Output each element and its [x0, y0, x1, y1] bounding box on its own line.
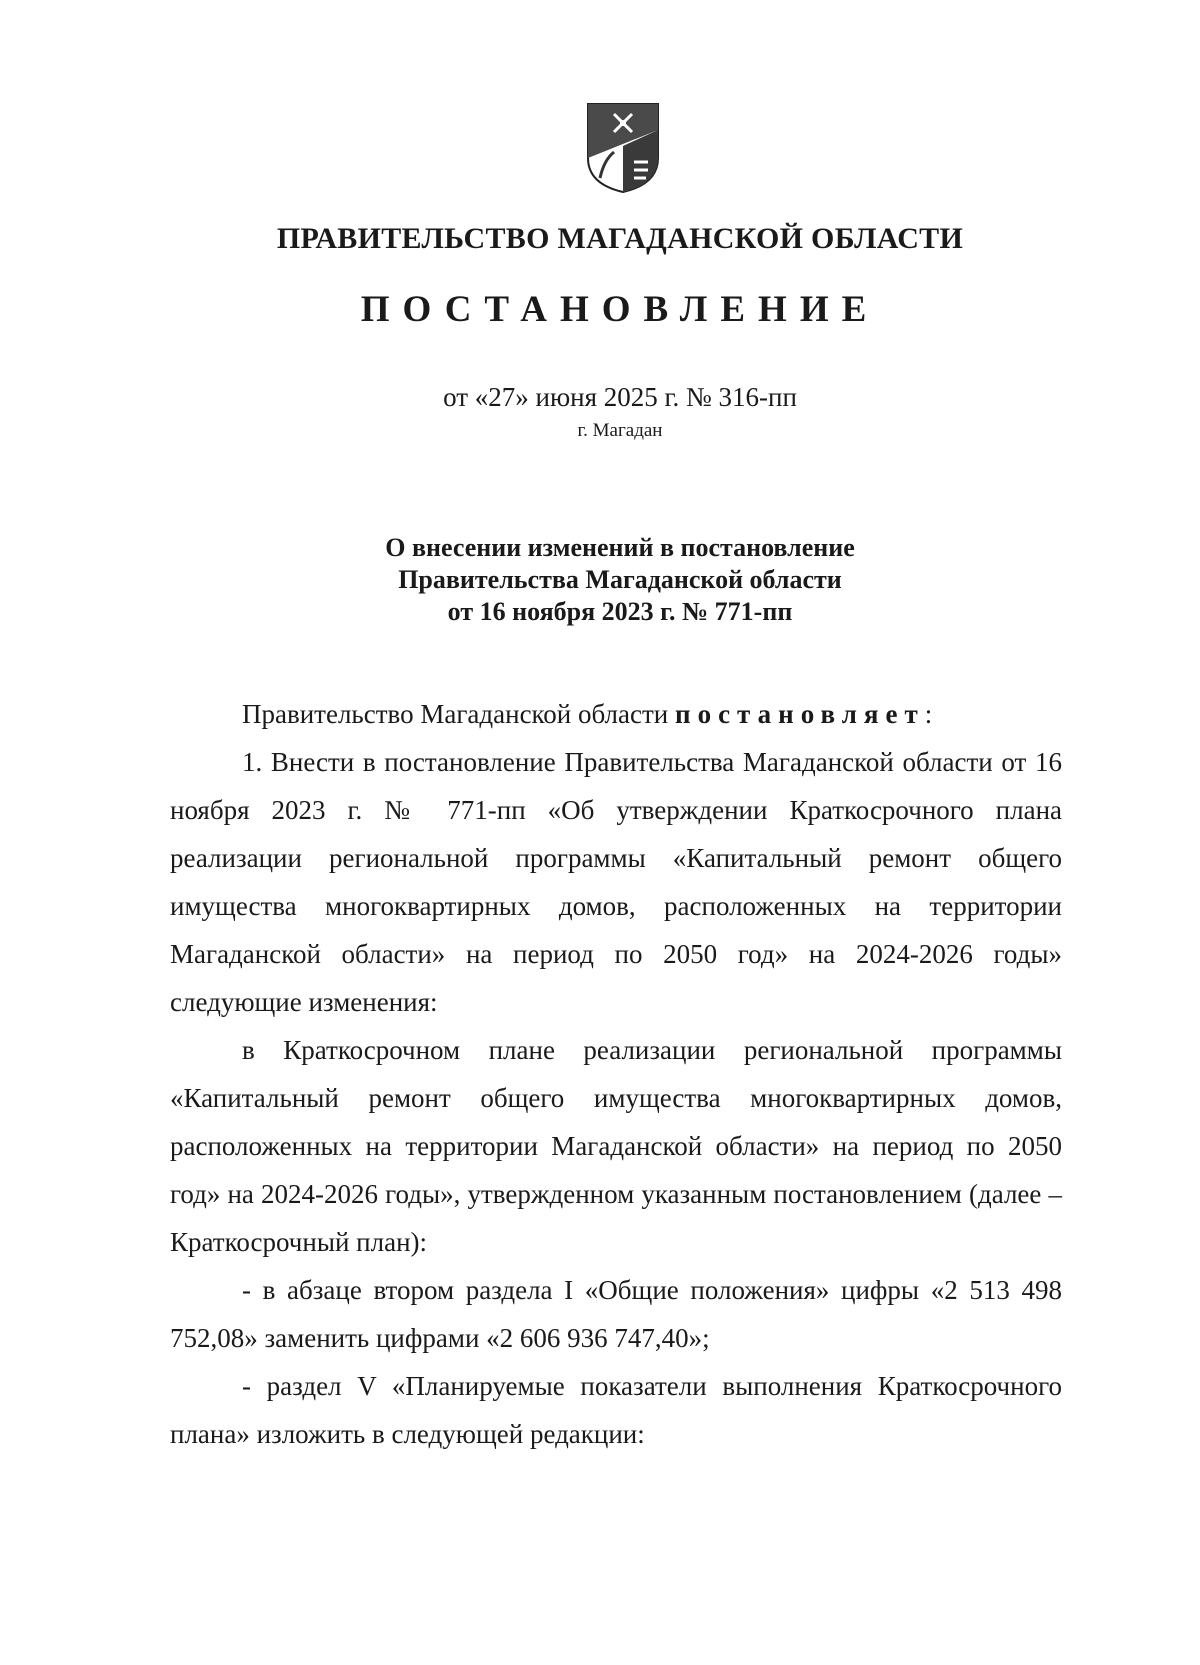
preamble-text: Правительство Магаданской области: [242, 699, 676, 729]
document-type-title: ПОСТАНОВЛЕНИЕ: [360, 289, 880, 330]
subject-line: Правительства Магаданской области: [398, 565, 842, 594]
document-body: [170, 690, 1062, 1458]
change-1-paragraph: - в абзаце втором раздела I «Общие положения» цифры «2 513 498 752,08» заменить цифрами «2 606 936 747,40»;: [170, 1275, 1062, 1353]
change-2-paragraph: - раздел V «Планируемые показатели выполнения Краткосрочного плана» изложить в следующей редакции:: [170, 1371, 1062, 1449]
document-city: г. Магадан: [577, 420, 663, 441]
item-1-paragraph: 1. Внести в постановление Правительства Магаданской области от 16 ноября 2023 г. № 771-пп «Об утверждении Краткосрочного плана реализации региональной программы «Капитальный ремонт общего имущества многоквартирных домов, расположенных на территории Магаданской области» на период по 2050 год» на 2024-2026 годы» следующие изменения:: [170, 747, 1062, 1017]
organization-title: ПРАВИТЕЛЬСТВО МАГАДАНСКОЙ ОБЛАСТИ: [276, 222, 964, 255]
magadan-coat-of-arms-icon: [584, 100, 662, 194]
preamble-verb: постановляет: [675, 699, 925, 729]
subject-line: от 16 ноября 2023 г. № 771-пп: [447, 597, 793, 626]
document-date-number: от «27» июня 2025 г. № 316-пп: [443, 382, 797, 412]
subject-line: О внесении изменений в постановление: [385, 533, 855, 562]
item-1-intro-paragraph: в Краткосрочном плане реализации региональной программы «Капитальный ремонт общего имущества многоквартирных домов, расположенных на территории Магаданской области» на период по 2050 год» на 2024-2026 годы», утвержденном указанным постановлением (далее – Краткосрочный план):: [170, 1035, 1062, 1257]
document-subject: [0, 532, 1200, 628]
preamble-paragraph: [170, 690, 1062, 738]
preamble-colon: :: [924, 699, 933, 729]
